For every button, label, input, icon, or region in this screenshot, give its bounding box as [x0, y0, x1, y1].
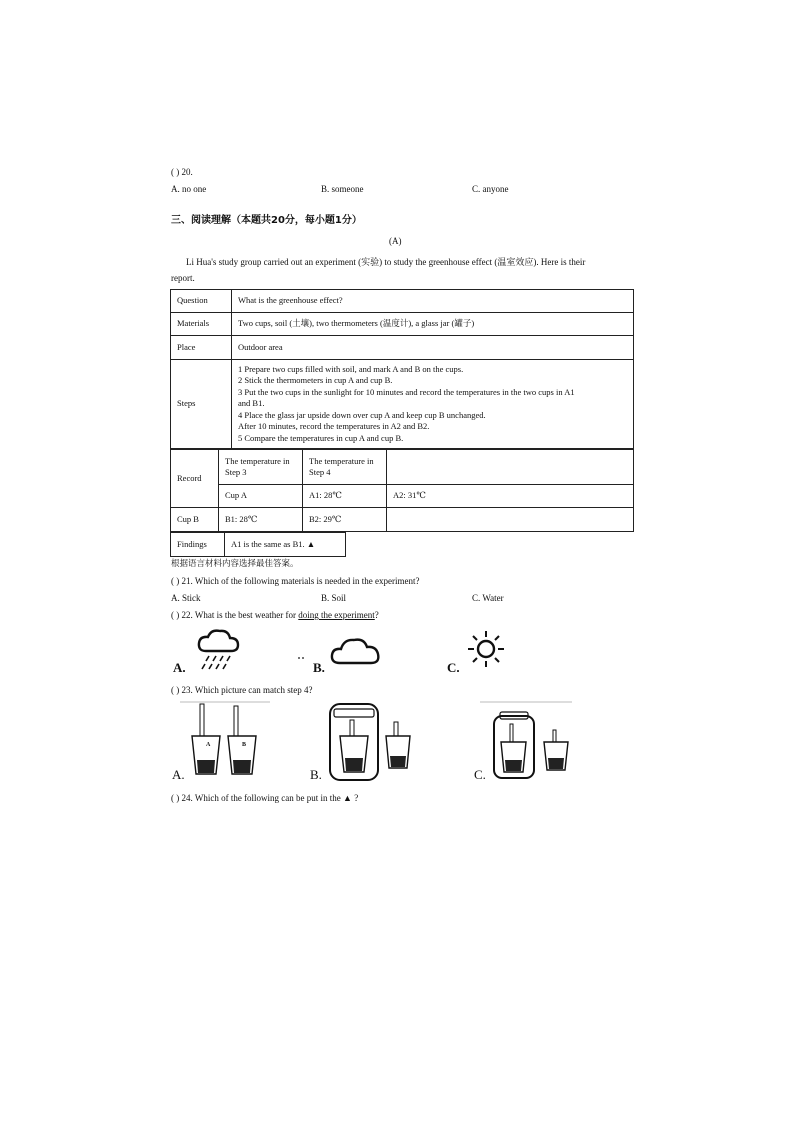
q23-stem: ( ) 23. Which picture can match step 4?	[171, 685, 313, 695]
q20-option-c: C. anyone	[472, 184, 509, 194]
findings-table	[170, 532, 346, 557]
q21-option-c: C. Water	[472, 593, 504, 603]
q21-stem: ( ) 21. Which of the following materials is needed in the experiment?	[171, 576, 420, 586]
cup-a-label: Cup A	[219, 485, 303, 508]
materials-label: Materials	[171, 313, 232, 336]
instruction: 根据语言材料内容选择最佳答案。	[171, 559, 299, 569]
b1-value: B1: 28℃	[219, 508, 303, 532]
report-table-record	[170, 449, 634, 532]
q20-stem: ( ) 20.	[171, 167, 193, 177]
findings-label: Findings	[171, 533, 225, 557]
q21-option-b: B. Soil	[321, 593, 347, 603]
record-empty-cell	[387, 450, 634, 485]
steps-label: Steps	[171, 360, 232, 449]
step-line: 3 Put the two cups in the sunlight for 10 minutes and record the temperatures in the two cups in A1	[238, 386, 575, 397]
temp-step4-header: The temperature in Step 4	[303, 450, 387, 485]
q23-option-a: A.	[172, 767, 185, 782]
step-line: and B1.	[238, 398, 265, 409]
intro-line-2: report.	[171, 273, 195, 283]
rain-cloud-icon	[199, 631, 238, 669]
q22-option-c: C.	[447, 660, 460, 675]
question-label: Question	[171, 290, 232, 313]
q22-option-b: B.	[313, 660, 325, 675]
q24-stem: ( ) 24. Which of the following can be put in the ▲ ?	[171, 793, 359, 803]
a2-value: A2: 31℃	[387, 485, 634, 508]
temp-step3-header: The temperature in Step 3	[219, 450, 303, 485]
q22-stem: ( ) 22. What is the best weather for doing the experiment?	[171, 610, 379, 620]
step-line: 2 Stick the thermometers in cup A and cup B.	[238, 375, 393, 386]
report-table-upper	[170, 289, 634, 449]
materials-value: Two cups, soil (土壤), two thermometers (温度计), a glass jar (罐子)	[232, 313, 634, 336]
jar-over-cup-c-picture	[480, 702, 572, 778]
step-line: 1 Prepare two cups filled with soil, and mark A and B on the cups.	[238, 363, 464, 374]
q21-option-a: A. Stick	[171, 593, 201, 603]
cup-b-label: Cup B	[171, 508, 219, 532]
passage-label: (A)	[389, 236, 402, 246]
q20-option-a: A. no one	[171, 184, 207, 194]
step-line: After 10 minutes, record the temperatures in A2 and B2.	[238, 421, 430, 432]
section-heading: 三、阅读理解（本题共20分，每小题1分）	[171, 215, 362, 226]
place-label: Place	[171, 336, 232, 360]
q20-option-b: B. someone	[321, 184, 364, 194]
findings-value: A1 is the same as B1. ▲	[225, 533, 346, 557]
step-line: 4 Place the glass jar upside down over cup A and keep cup B unchanged.	[238, 409, 486, 420]
cloud-icon	[298, 640, 378, 663]
q22-option-a: A.	[173, 660, 186, 675]
cup-letter-a: A	[206, 742, 211, 748]
underlined-phrase: doing the experiment	[298, 610, 375, 620]
b2-value: B2: 29℃	[303, 508, 387, 532]
step-line: 5 Compare the temperatures in cup A and cup B.	[238, 432, 404, 443]
intro-line-1: Li Hua's study group carried out an experiment (实验) to study the greenhouse effect (温室效应). Here is their	[186, 257, 586, 267]
two-cups-no-jar-picture	[180, 702, 270, 774]
record-label: Record	[171, 450, 219, 508]
q23-experiment-pictures	[180, 700, 575, 782]
jar-over-cup-a-picture	[330, 704, 410, 780]
q23-option-b: B.	[310, 767, 322, 782]
place-value: Outdoor area	[232, 336, 634, 360]
steps-list	[232, 360, 634, 449]
cup-letter-b: B	[242, 742, 247, 748]
sun-icon	[468, 631, 504, 667]
a1-value: A1: 28℃	[303, 485, 387, 508]
question-value: What is the greenhouse effect?	[232, 290, 634, 313]
record-empty-cell	[387, 508, 634, 532]
q23-option-c: C.	[474, 767, 486, 782]
